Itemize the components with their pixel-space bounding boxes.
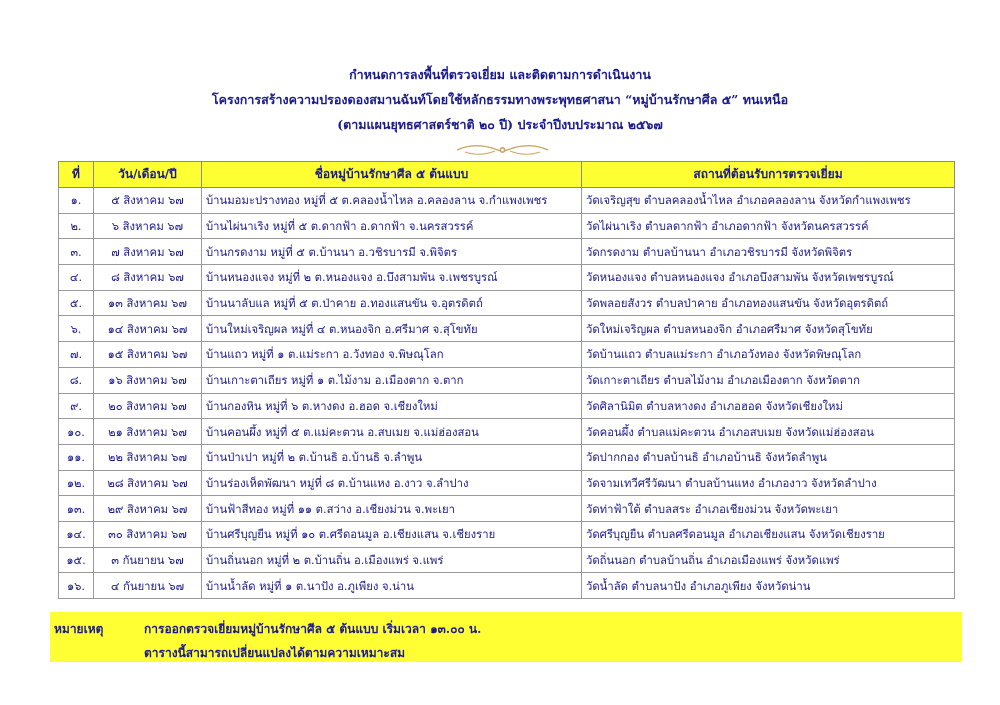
cell-date: ๕ สิงหาคม ๖๗ <box>94 188 202 214</box>
cell-venue: วัดเกาะตาเถียร ตำบลไม้งาม อำเภอเมืองตาก จังหวัดตาก <box>582 367 955 393</box>
cell-venue: วัดบ้านแถว ตำบลแม่ระกา อำเภอวังทอง จังหวัดพิษณุโลก <box>582 342 955 368</box>
cell-date: ๓ กันยายน ๖๗ <box>94 547 202 573</box>
cell-village: บ้านกองหิน หมู่ที่ ๖ ต.หางดง อ.ฮอด จ.เชียงใหม่ <box>202 393 582 419</box>
header-no: ที่ <box>59 162 94 188</box>
cell-date: ๖ สิงหาคม ๖๗ <box>94 213 202 239</box>
cell-date: ๒๙ สิงหาคม ๖๗ <box>94 496 202 522</box>
cell-venue: วัดหนองแจง ตำบลหนองแจง อำเภอบึงสามพัน จังหวัดเพชรบูรณ์ <box>582 265 955 291</box>
cell-venue: วัดปากกอง ตำบลบ้านธิ อำเภอบ้านธิ จังหวัดลำพูน <box>582 444 955 470</box>
cell-date: ๒๑ สิงหาคม ๖๗ <box>94 419 202 445</box>
cell-venue: วัดน้ำลัด ตำบลนาปัง อำเภอภูเพียง จังหวัดน่าน <box>582 573 955 599</box>
table-row <box>59 444 955 470</box>
cell-date: ๔ กันยายน ๖๗ <box>94 573 202 599</box>
cell-village: บ้านป่าเปา หมู่ที่ ๒ ต.บ้านธิ อ.บ้านธิ จ.ลำพูน <box>202 444 582 470</box>
header-village: ชื่อหมู่บ้านรักษาศีล ๕ ต้นแบบ <box>202 162 582 188</box>
cell-no: ๘. <box>59 367 94 393</box>
cell-village: บ้านนาลับแล หมู่ที่ ๕ ต.ป่าคาย อ.ทองแสนขัน จ.อุตรดิตถ์ <box>202 290 582 316</box>
header-line-1: กำหนดการลงพื้นที่ตรวจเยี่ยม และติดตามการดำเนินงาน <box>349 67 651 82</box>
cell-no: ๑๑. <box>59 444 94 470</box>
cell-village: บ้านมอมะปรางทอง หมู่ที่ ๕ ต.คลองน้ำไหล อ.คลองลาน จ.กำแพงเพชร <box>202 188 582 214</box>
cell-village: บ้านศรีบุญยืน หมู่ที่ ๑๐ ต.ศรีดอนมูล อ.เชียงแสน จ.เชียงราย <box>202 521 582 547</box>
cell-date: ๒๒ สิงหาคม ๖๗ <box>94 444 202 470</box>
table-body <box>59 188 955 599</box>
cell-village: บ้านร่องเห็ดพัฒนา หมู่ที่ ๘ ต.บ้านแหง อ.งาว จ.ลำปาง <box>202 470 582 496</box>
cell-no: ๕. <box>59 290 94 316</box>
cell-date: ๗ สิงหาคม ๖๗ <box>94 239 202 265</box>
cell-village: บ้านแถว หมู่ที่ ๑ ต.แม่ระกา อ.วังทอง จ.พิษณุโลก <box>202 342 582 368</box>
cell-date: ๑๖ สิงหาคม ๖๗ <box>94 367 202 393</box>
header-line-2: โครงการสร้างความปรองดองสมานฉันท์โดยใช้หลักธรรมทางพระพุทธศาสนา “หมู่บ้านรักษาศีล ๕” ทนเหนือ <box>211 92 789 107</box>
cell-village: บ้านหนองแจง หมู่ที่ ๒ ต.หนองแจง อ.บึงสามพัน จ.เพชรบูรณ์ <box>202 265 582 291</box>
cell-no: ๑๔. <box>59 521 94 547</box>
cell-venue: วัดคอนผึ้ง ตำบลแม่คะตวน อำเภอสบเมย จังหวัดแม่ฮ่องสอน <box>582 419 955 445</box>
table-row <box>59 265 955 291</box>
cell-venue: วัดใหม่เจริญผล ตำบลหนองจิก อำเภอศรีมาศ จังหวัดสุโขทัย <box>582 316 955 342</box>
table-header-row <box>59 162 955 188</box>
cell-date: ๑๓ สิงหาคม ๖๗ <box>94 290 202 316</box>
cell-venue: วัดไผ่นาเริง ตำบลดากฟ้า อำเภอดากฟ้า จังหวัดนครสวรรค์ <box>582 213 955 239</box>
cell-no: ๑๓. <box>59 496 94 522</box>
cell-venue: วัดเจริญสุข ตำบลคลองน้ำไหล อำเภอคลองลาน จังหวัดกำแพงเพชร <box>582 188 955 214</box>
table-row <box>59 342 955 368</box>
cell-village: บ้านเกาะตาเถียร หมู่ที่ ๑ ต.ไม้งาม อ.เมืองตาก จ.ตาก <box>202 367 582 393</box>
header-venue: สถานที่ต้อนรับการตรวจเยี่ยม <box>582 162 955 188</box>
cell-village: บ้านไผ่นาเริง หมู่ที่ ๕ ต.ดากฟ้า อ.ดากฟ้า จ.นครสวรรค์ <box>202 213 582 239</box>
cell-date: ๑๕ สิงหาคม ๖๗ <box>94 342 202 368</box>
header-line-3: (ตามแผนยุทธศาสตร์ชาติ ๒๐ ปี) ประจำปีงบประมาณ ๒๕๖๗ <box>337 117 663 132</box>
cell-village: บ้านคอนผึ้ง หมู่ที่ ๕ ต.แม่คะตวน อ.สบเมย จ.แม่ฮ่องสอน <box>202 419 582 445</box>
table-row <box>59 547 955 573</box>
cell-venue: วัดพลอยสังวร ตำบลป่าคาย อำเภอทองแสนขัน จังหวัดอุตรดิตถ์ <box>582 290 955 316</box>
cell-no: ๑๐. <box>59 419 94 445</box>
cell-no: ๑. <box>59 188 94 214</box>
table-row <box>59 470 955 496</box>
cell-no: ๖. <box>59 316 94 342</box>
remark-label: หมายเหตุ <box>54 622 104 636</box>
cell-no: ๓. <box>59 239 94 265</box>
cell-venue: วัดกรดงาม ตำบลบ้านนา อำเภอวชิรบารมี จังหวัดพิจิตร <box>582 239 955 265</box>
table-row <box>59 393 955 419</box>
table-row <box>59 496 955 522</box>
table-row <box>59 419 955 445</box>
remark-line-2: ตารางนี้สามารถเปลี่ยนแปลงได้ตามความเหมาะสม <box>144 646 406 660</box>
table-row <box>59 213 955 239</box>
document-header <box>0 62 1000 137</box>
cell-no: ๒. <box>59 213 94 239</box>
cell-venue: วัดถิ่นนอก ตำบลบ้านถิ่น อำเภอเมืองแพร่ จังหวัดแพร่ <box>582 547 955 573</box>
cell-venue: วัดจามเทวีศรีวัฒนา ตำบลบ้านแหง อำเภองาว จังหวัดลำปาง <box>582 470 955 496</box>
cell-date: ๓๐ สิงหาคม ๖๗ <box>94 521 202 547</box>
table-row <box>59 290 955 316</box>
cell-no: ๙. <box>59 393 94 419</box>
cell-village: บ้านกรดงาม หมู่ที่ ๕ ต.บ้านนา อ.วชิรบารมี จ.พิจิตร <box>202 239 582 265</box>
cell-no: ๗. <box>59 342 94 368</box>
cell-no: ๑๖. <box>59 573 94 599</box>
cell-date: ๒๘ สิงหาคม ๖๗ <box>94 470 202 496</box>
cell-village: บ้านน้ำลัด หมู่ที่ ๑ ต.นาปัง อ.ภูเพียง จ.น่าน <box>202 573 582 599</box>
cell-village: บ้านถิ่นนอก หมู่ที่ ๒ ต.บ้านถิ่น อ.เมืองแพร่ จ.แพร่ <box>202 547 582 573</box>
table-row <box>59 367 955 393</box>
remark-line-1: การออกตรวจเยี่ยมหมู่บ้านรักษาศีล ๕ ต้นแบบ เริ่มเวลา ๑๓.๐๐ น. <box>144 622 482 636</box>
cell-village: บ้านฟ้าสีทอง หมู่ที่ ๑๑ ต.สว่าง อ.เชียงม่วน จ.พะเยา <box>202 496 582 522</box>
cell-no: ๔. <box>59 265 94 291</box>
cell-venue: วัดท่าฟ้าใต้ ตำบลสระ อำเภอเชียงม่วน จังหวัดพะเยา <box>582 496 955 522</box>
table-row <box>59 316 955 342</box>
table-row <box>59 188 955 214</box>
remark-box <box>50 612 962 662</box>
cell-venue: วัดศรีบุญยืน ตำบลศรีดอนมูล อำเภอเชียงแสน จังหวัดเชียงราย <box>582 521 955 547</box>
cell-village: บ้านใหม่เจริญผล หมู่ที่ ๔ ต.หนองจิก อ.ศรีมาศ จ.สุโขทัย <box>202 316 582 342</box>
table-row <box>59 521 955 547</box>
decorative-divider-ornament <box>455 139 550 161</box>
inspection-schedule-table <box>58 161 955 599</box>
cell-date: ๑๔ สิงหาคม ๖๗ <box>94 316 202 342</box>
table-row <box>59 573 955 599</box>
table-row <box>59 239 955 265</box>
cell-venue: วัดศิลานิมิต ตำบลหางดง อำเภอฮอด จังหวัดเชียงใหม่ <box>582 393 955 419</box>
cell-date: ๘ สิงหาคม ๖๗ <box>94 265 202 291</box>
cell-no: ๑๒. <box>59 470 94 496</box>
header-date: วัน/เดือน/ปี <box>94 162 202 188</box>
cell-date: ๒๐ สิงหาคม ๖๗ <box>94 393 202 419</box>
cell-no: ๑๕. <box>59 547 94 573</box>
